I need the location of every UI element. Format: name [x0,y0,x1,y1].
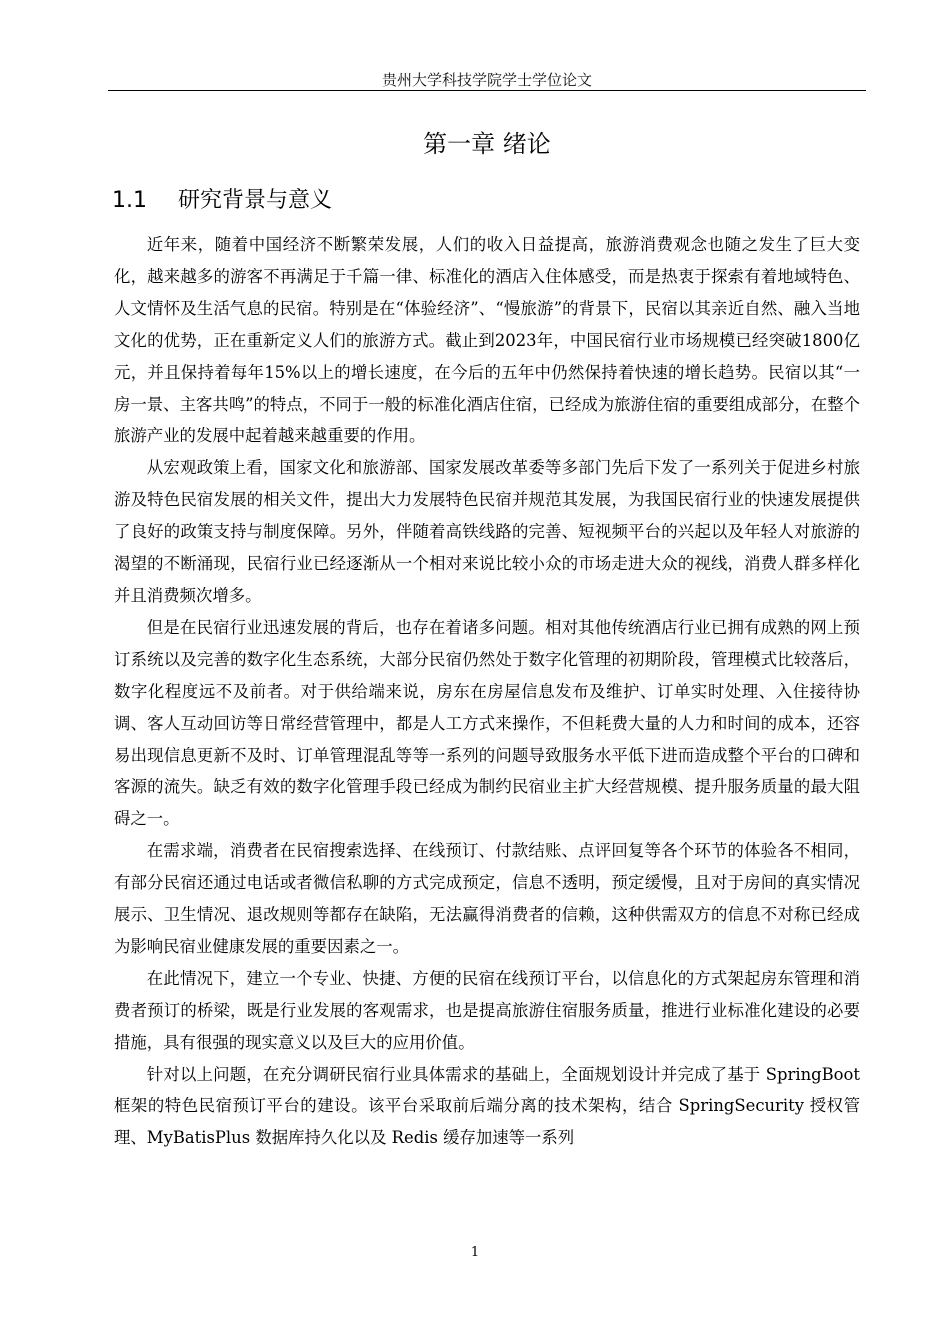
page-number: 1 [470,1245,480,1260]
body-text [114,229,860,1154]
section-title-text: 研究背景与意义 [178,188,333,213]
chapter-title: 第一章 绪论 [423,130,551,158]
header-rule [108,90,866,91]
running-header: 贵州大学科技学院学士学位论文 [381,71,592,89]
section-heading [112,184,332,218]
paragraph: 在需求端，消费者在民宿搜索选择、在线预订、付款结账、点评回复等各个环节的体验各不相同，有部分民宿还通过电话或者微信私聊的方式完成预定，信息不透明，预定缓慢，且对于房间的真实情况展示、卫生情况、退改规则等都存在缺陷，无法赢得消费者的信赖，这种供需双方的信息不对称已经成为影响民宿业健康发展的重要因素之一。 [114,841,860,956]
section-number: 1.1 [112,188,147,213]
paragraph: 在此情况下，建立一个专业、快捷、方便的民宿在线预订平台，以信息化的方式架起房东管理和消费者预订的桥梁，既是行业发展的客观需求，也是提高旅游住宿服务质量，推进行业标准化建设的必要措施，具有很强的现实意义以及巨大的应用价值。 [114,968,860,1052]
paragraph: 从宏观政策上看，国家文化和旅游部、国家发展改革委等多部门先后下发了一系列关于促进乡村旅游及特色民宿发展的相关文件，提出大力发展特色民宿并规范其发展，为我国民宿行业的快速发展提供了良好的政策支持与制度保障。另外，伴随着高铁线路的完善、短视频平台的兴起以及年轻人对旅游的渴望的不断涌现，民宿行业已经逐渐从一个相对来说比较小众的市场走进大众的视线，消费人群多样化并且消费频次增多。 [114,458,860,605]
paragraph: 针对以上问题，在充分调研民宿行业具体需求的基础上，全面规划设计并完成了基于 SpringBoot 框架的特色民宿预订平台的建设。该平台采取前后端分离的技术架构，结合 SpringSecurity 授权管理、MyBatisPlus 数据库持久化以及 Redis 缓存加速等一系列 [114,1064,860,1148]
paragraph: 但是在民宿行业迅速发展的背后，也存在着诸多问题。相对其他传统酒店行业已拥有成熟的网上预订系统以及完善的数字化生态系统，大部分民宿仍然处于数字化管理的初期阶段，管理模式比较落后，数字化程度远不及前者。对于供给端来说，房东在房屋信息发布及维护、订单实时处理、入住接待协调、客人互动回访等日常经营管理中，都是人工方式来操作，不但耗费大量的人力和时间的成本，还容易出现信息更新不及时、订单管理混乱等等一系列的问题导致服务水平低下进而造成整个平台的口碑和客源的流失。缺乏有效的数字化管理手段已经成为制约民宿业主扩大经营规模、提升服务质量的最大阻碍之一。 [114,617,860,829]
paragraph: 近年来，随着中国经济不断繁荣发展，人们的收入日益提高，旅游消费观念也随之发生了巨大变化，越来越多的游客不再满足于千篇一律、标准化的酒店入住体感受，而是热衷于探索有着地域特色、人文情怀及生活气息的民宿。特别是在“体验经济”、“慢旅游”的背景下，民宿以其亲近自然、融入当地文化的优势，正在重新定义人们的旅游方式。截止到2023年，中国民宿行业市场规模已经突破1800亿元，并且保持着每年15%以上的增长速度，在今后的五年中仍然保持着快速的增长趋势。民宿以其“一房一景、主客共鸣”的特点，不同于一般的标准化酒店住宿，已经成为旅游住宿的重要组成部分，在整个旅游产业的发展中起着越来越重要的作用。 [114,235,860,446]
